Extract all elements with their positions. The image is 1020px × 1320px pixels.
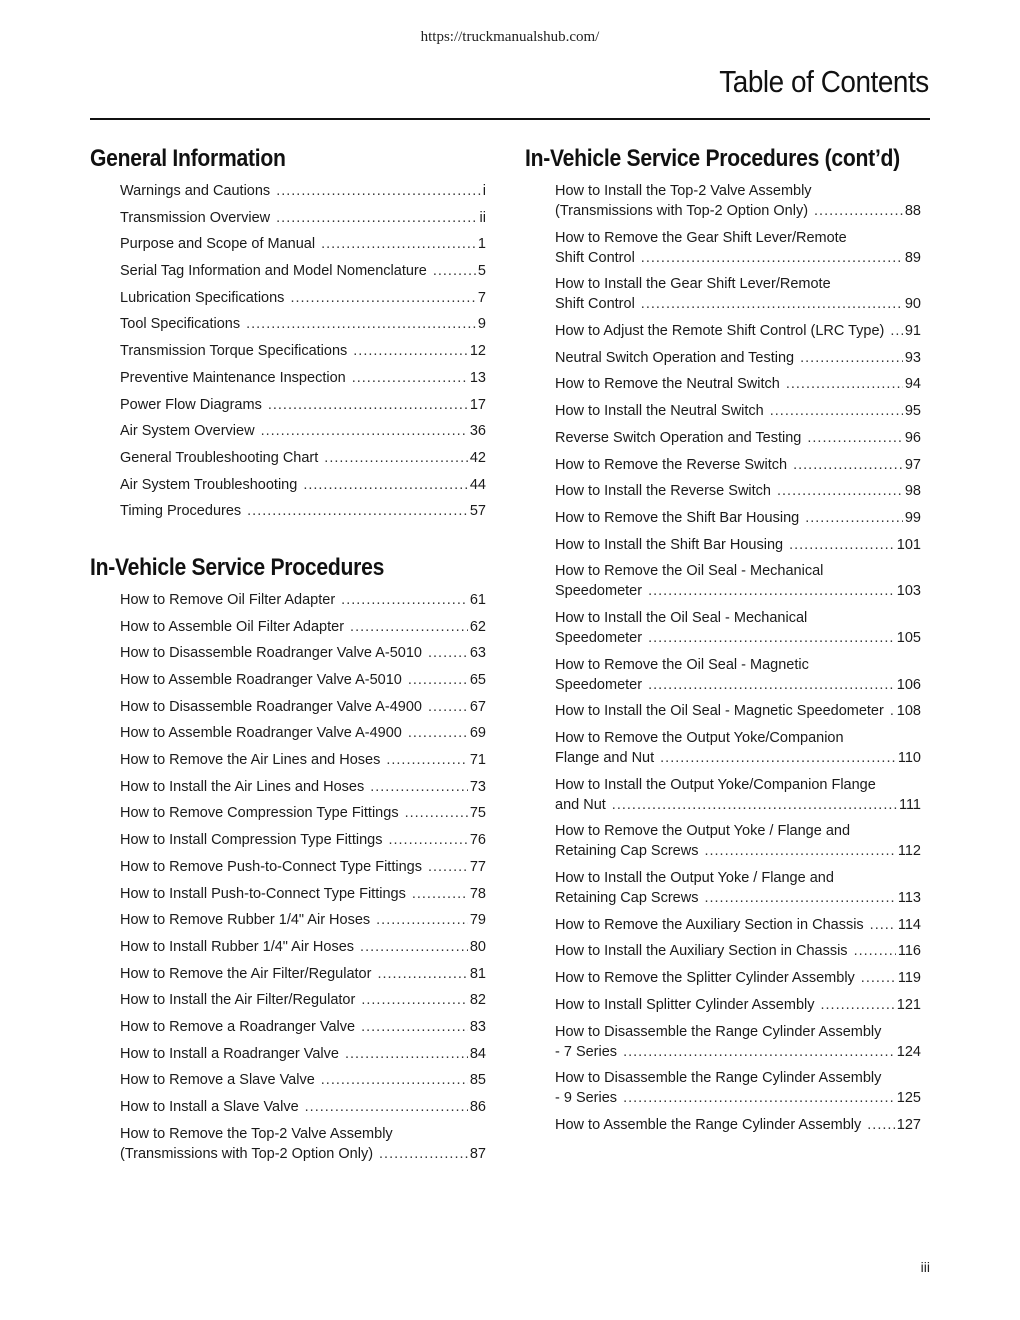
dot-leader [341,590,468,610]
dot-leader [321,1070,468,1090]
toc-entry-page-number: 114 [897,916,921,933]
toc-entry-title-line: How to Remove the Output Yoke / Flange and [555,823,851,840]
toc-entry[interactable] [555,941,921,961]
toc-entry[interactable] [555,481,921,501]
toc-entry-page-number: 105 [896,629,921,646]
toc-entry-page-number: 71 [469,752,486,769]
toc-entry-page-number: 111 [898,796,921,813]
dot-leader [793,455,903,475]
dot-leader [433,261,476,281]
toc-entry-title: How to Install Splitter Cylinder Assembly [555,996,815,1013]
dot-leader [377,964,467,984]
toc-entry-page-number: 89 [904,249,921,266]
dot-leader [276,208,477,228]
toc-entry-page-number: 44 [469,476,486,493]
toc-entry-page-number: 91 [904,323,921,340]
toc-entry-title: How to Install Rubber 1/4" Air Hoses [120,938,355,955]
page-number: iii [920,1259,930,1275]
toc-entry-title: (Transmissions with Top-2 Option Only) [120,1145,374,1162]
dot-leader [246,314,476,334]
dot-leader [324,448,468,468]
toc-entry-title: How to Install Compression Type Fittings [120,832,383,849]
toc-entry-title: How to Install the Air Filter/Regulator [120,992,356,1009]
toc-entry-title: Flange and Nut [555,750,655,766]
toc-entry-page-number: 76 [469,832,486,849]
dot-leader [814,201,903,221]
toc-entry-title-line: How to Install the Top-2 Valve Assembly [555,183,812,199]
dot-leader [350,617,468,637]
toc-entry-title: - 7 Series [555,1043,618,1060]
toc-entry[interactable] [120,181,486,201]
toc-entry-title-line: How to Install the Output Yoke / Flange and [555,870,834,887]
toc-entry-title: How to Remove the Shift Bar Housing [555,509,800,526]
toc-entry-title-line: How to Remove the Oil Seal - Magnetic [555,656,809,673]
toc-entry-page-number: 103 [896,583,921,600]
toc-entry[interactable] [555,701,921,721]
toc-entry-page-number: i [482,183,486,199]
toc-entry[interactable] [120,341,486,361]
toc-entry-title: How to Install a Slave Valve [120,1099,299,1115]
toc-entry-title: General Troubleshooting Chart [120,449,319,466]
dot-leader [648,581,895,601]
dot-leader [408,723,468,743]
toc-entry-page-number: 62 [469,618,486,635]
dot-leader [353,341,468,361]
toc-entry-page-number: 67 [469,698,486,715]
toc-entry-page-number: 7 [477,289,486,306]
toc-entry-title-line: How to Remove the Oil Seal - Mechanical [555,563,824,580]
section-title-general-information: General Information [90,145,286,172]
toc-entry-title: Purpose and Scope of Manual [120,236,316,253]
toc-entry-title: How to Assemble Oil Filter Adapter [120,618,345,635]
dot-leader [890,321,903,341]
toc-entry-page-number: 90 [904,296,921,313]
toc-entry-title: How to Install the Oil Seal - Magnetic Speedometer [555,703,884,720]
toc-entry[interactable] [120,1070,486,1090]
toc-entry-title: Shift Control [555,249,635,266]
dot-leader [770,401,903,421]
dot-leader [345,1044,468,1064]
dot-leader [789,535,895,555]
toc-entry-page-number: 81 [469,965,486,982]
toc-entry[interactable] [555,995,921,1015]
dot-leader [361,990,468,1010]
toc-entry-page-number: 87 [469,1145,486,1162]
toc-entry-title: How to Remove a Slave Valve [120,1072,315,1089]
dot-leader [276,181,481,201]
toc-entry-title: Neutral Switch Operation and Testing [555,349,795,366]
toc-entry[interactable] [120,937,486,957]
dot-leader [370,777,468,797]
toc-entry-page-number: 42 [469,449,486,466]
toc-entry[interactable] [120,314,486,334]
toc-entry[interactable] [555,535,921,555]
toc-entry-page-number: 1 [477,236,486,253]
dot-leader [361,1017,468,1037]
dot-leader [303,475,468,495]
toc-entry[interactable] [555,1068,921,1108]
toc-entry-page-number: 17 [469,396,486,413]
toc-entry-page-number: 73 [469,778,486,795]
toc-entry[interactable] [120,395,486,415]
toc-entry-title: Transmission Overview [120,209,271,226]
toc-entry-title: Warnings and Cautions [120,183,271,199]
toc-entry-page-number: 112 [897,843,921,860]
toc-entry[interactable] [120,777,486,797]
toc-entry-title: How to Disassemble Roadranger Valve A-4900 [120,698,422,715]
toc-entry-title: How to Install the Reverse Switch [555,483,771,500]
toc-entry[interactable] [120,857,486,877]
dot-leader [660,748,896,768]
toc-column-right [525,145,921,1142]
toc-list-in-vehicle-service-procedures-contd [525,181,921,1135]
dot-leader [704,888,895,908]
toc-entry[interactable] [120,1044,486,1064]
toc-entry-page-number: 116 [897,943,921,960]
dot-leader [777,481,903,501]
dot-leader [648,675,895,695]
dot-leader [867,1115,895,1135]
toc-entry-page-number: 98 [904,483,921,500]
toc-entry-title: How to Remove the Air Filter/Regulator [120,965,372,982]
dot-leader [352,368,468,388]
toc-entry-title: How to Install the Auxiliary Section in Chassis [555,943,848,960]
dot-leader [376,910,468,930]
toc-entry-title: How to Remove the Neutral Switch [555,376,780,393]
toc-entry[interactable] [120,448,486,468]
toc-entry-page-number: 121 [896,996,921,1013]
toc-entry[interactable] [120,990,486,1010]
toc-entry-page-number: 75 [469,805,486,822]
toc-entry-page-number: ii [479,209,486,226]
header-divider [90,118,930,120]
toc-entry-page-number: 108 [896,703,921,720]
toc-entry-title: How to Remove Compression Type Fittings [120,805,399,822]
toc-entry-page-number: 93 [904,349,921,366]
toc-entry-title: - 9 Series [555,1090,618,1107]
toc-entry-page-number: 99 [904,509,921,526]
toc-entry-page-number: 86 [469,1099,486,1115]
toc-entry[interactable] [120,723,486,743]
toc-entry[interactable] [555,1022,921,1062]
toc-entry-page-number: 127 [896,1116,921,1133]
toc-entry[interactable] [120,421,486,441]
toc-entry-title-line: How to Remove the Top-2 Valve Assembly [120,1125,393,1142]
toc-entry-page-number: 84 [469,1045,486,1062]
toc-entry-title: How to Remove a Roadranger Valve [120,1018,356,1035]
toc-entry-title: How to Install the Shift Bar Housing [555,536,784,553]
toc-entry-page-number: 13 [469,369,486,386]
toc-entry-page-number: 80 [469,938,486,955]
dot-leader [379,1144,468,1164]
toc-entry-page-number: 119 [897,970,921,987]
toc-entry-title: How to Assemble the Range Cylinder Assembly [555,1116,862,1133]
dot-leader [405,803,468,823]
toc-entry-title: Air System Overview [120,423,255,440]
toc-entry[interactable] [555,228,921,268]
toc-entry-title-line: How to Disassemble the Range Cylinder Assembly [555,1023,882,1040]
toc-entry[interactable] [120,1124,486,1164]
dot-leader [870,915,896,935]
dot-leader [386,750,468,770]
toc-entry[interactable] [555,968,921,988]
toc-entry[interactable] [120,803,486,823]
dot-leader [641,248,903,268]
dot-leader [704,841,895,861]
toc-entry[interactable] [555,821,921,861]
toc-entry-title: How to Disassemble Roadranger Valve A-5010 [120,645,422,662]
dot-leader [623,1042,895,1062]
toc-entry[interactable] [120,670,486,690]
dot-leader [623,1088,895,1108]
toc-entry-title: How to Assemble Roadranger Valve A-5010 [120,672,402,688]
toc-entry[interactable] [120,261,486,281]
section-title-in-vehicle-service-procedures-contd: In-Vehicle Service Procedures (cont’d) [525,145,900,172]
toc-entry-title: Speedometer [555,629,643,646]
toc-entry[interactable] [555,321,921,341]
toc-entry-page-number: 57 [469,503,486,520]
toc-entry-title: Shift Control [555,296,635,313]
toc-entry-title-line: How to Remove the Output Yoke/Companion [555,730,844,746]
dot-leader [428,857,468,877]
dot-leader [261,421,468,441]
toc-entry-title: How to Remove Oil Filter Adapter [120,591,336,608]
dot-leader [247,501,468,521]
toc-entry-page-number: 113 [897,890,921,907]
dot-leader [861,968,896,988]
toc-entry[interactable] [120,964,486,984]
toc-entry-title: How to Remove the Splitter Cylinder Assembly [555,970,855,987]
toc-entry-page-number: 83 [469,1018,486,1035]
toc-entry-page-number: 77 [469,858,486,875]
toc-entry-title: Retaining Cap Screws [555,843,699,860]
toc-entry[interactable] [120,910,486,930]
toc-entry[interactable] [555,655,921,695]
toc-entry-title-line: How to Remove the Gear Shift Lever/Remote [555,229,847,246]
section-title-in-vehicle-service-procedures: In-Vehicle Service Procedures [90,553,385,581]
toc-entry[interactable] [120,750,486,770]
toc-entry-title-line: How to Disassemble the Range Cylinder Assembly [555,1070,882,1087]
dot-leader [890,701,895,721]
toc-entry[interactable] [555,508,921,528]
toc-entry[interactable] [555,455,921,475]
toc-entry-title: How to Remove Push-to-Connect Type Fittings [120,858,422,875]
toc-entry-title: How to Install the Neutral Switch [555,403,764,420]
toc-entry-page-number: 79 [469,912,486,929]
dot-leader [428,643,468,663]
dot-leader [854,941,896,961]
toc-entry-page-number: 5 [477,263,486,280]
toc-entry[interactable] [555,915,921,935]
toc-entry[interactable] [555,868,921,908]
toc-entry-page-number: 82 [469,992,486,1009]
toc-entry-title: How to Remove the Air Lines and Hoses [120,752,381,769]
toc-entry[interactable] [555,775,921,815]
toc-entry[interactable] [555,608,921,648]
toc-entry-page-number: 110 [897,750,921,766]
toc-entry-page-number: 106 [896,676,921,693]
toc-entry[interactable] [120,1017,486,1037]
toc-entry-title: How to Remove the Reverse Switch [555,456,788,473]
toc-entry-title: Speedometer [555,676,643,693]
toc-entry-title: How to Adjust the Remote Shift Control (LRC Type) [555,323,885,340]
toc-entry[interactable] [555,1115,921,1135]
toc-entry-title-line: How to Install the Oil Seal - Mechanical [555,609,808,626]
toc-entry-title: How to Install a Roadranger Valve [120,1045,339,1062]
dot-leader [612,795,897,815]
dot-leader [641,294,903,314]
toc-entry[interactable] [555,274,921,314]
toc-entry-page-number: 65 [469,672,486,688]
toc-entry-page-number: 95 [904,403,921,420]
toc-entry-page-number: 61 [469,591,486,608]
toc-entry[interactable] [120,643,486,663]
toc-entry-page-number: 69 [469,725,486,742]
dot-leader [321,234,476,254]
dot-leader [648,628,895,648]
dot-leader [360,937,468,957]
dot-leader [290,288,475,308]
toc-list-in-vehicle-service-procedures [90,590,486,1164]
toc-entry-title: and Nut [555,796,606,813]
toc-entry-title: How to Install the Air Lines and Hoses [120,778,365,795]
toc-entry[interactable] [120,368,486,388]
toc-entry[interactable] [555,401,921,421]
toc-entry-title: Timing Procedures [120,503,242,520]
toc-entry-page-number: 125 [896,1090,921,1107]
toc-entry-page-number: 85 [469,1072,486,1089]
toc-entry[interactable] [555,181,921,221]
toc-entry-title: Reverse Switch Operation and Testing [555,429,802,446]
toc-entry[interactable] [120,475,486,495]
toc-entry-page-number: 63 [469,645,486,662]
toc-entry-title: Power Flow Diagrams [120,396,262,413]
toc-column-left [90,145,486,1170]
toc-entry[interactable] [120,208,486,228]
dot-leader [428,697,468,717]
toc-entry[interactable] [120,590,486,610]
dot-leader [412,884,468,904]
toc-entry[interactable] [120,697,486,717]
source-url[interactable]: https://truckmanualshub.com/ [420,29,600,45]
toc-entry-page-number: 124 [896,1043,921,1060]
dot-leader [805,508,903,528]
toc-entry-title: How to Install Push-to-Connect Type Fittings [120,885,406,902]
toc-entry-page-number: 12 [469,343,486,360]
toc-entry-title: Serial Tag Information and Model Nomenclature [120,263,427,280]
toc-entry-page-number: 101 [896,536,921,553]
toc-entry-page-number: 9 [477,316,486,333]
toc-entry[interactable] [555,374,921,394]
toc-entry-page-number: 88 [904,203,921,219]
toc-entry[interactable] [120,288,486,308]
toc-entry-title: Air System Troubleshooting [120,476,298,493]
toc-entry-title: How to Remove the Auxiliary Section in Chassis [555,916,864,933]
toc-entry[interactable] [120,830,486,850]
toc-entry[interactable] [120,234,486,254]
toc-entry-page-number: 78 [469,885,486,902]
toc-entry-page-number: 96 [904,429,921,446]
toc-entry-title: Speedometer [555,583,643,600]
toc-entry-title-line: How to Install the Output Yoke/Companion Flange [555,776,876,793]
toc-entry[interactable] [120,617,486,637]
dot-leader [388,830,467,850]
dot-leader [408,670,468,690]
toc-entry[interactable] [120,884,486,904]
dot-leader [800,348,903,368]
toc-entry-title: Transmission Torque Specifications [120,343,348,360]
dot-leader [305,1097,468,1117]
toc-entry-title: Retaining Cap Screws [555,890,699,907]
toc-entry[interactable] [555,728,921,768]
toc-entry-title: (Transmissions with Top-2 Option Only) [555,203,809,219]
toc-entry-title: Tool Specifications [120,316,241,333]
dot-leader [268,395,468,415]
toc-entry-page-number: 36 [469,423,486,440]
toc-entry-title: How to Remove Rubber 1/4" Air Hoses [120,912,371,929]
toc-entry[interactable] [120,1097,486,1117]
toc-entry-title: Preventive Maintenance Inspection [120,369,346,386]
toc-list-general-information [90,181,486,521]
dot-leader [786,374,903,394]
toc-entry[interactable] [555,561,921,601]
toc-entry-title-line: How to Install the Gear Shift Lever/Remote [555,276,831,293]
toc-entry[interactable] [120,501,486,521]
toc-entry-page-number: 97 [904,456,921,473]
toc-entry-page-number: 94 [904,376,921,393]
toc-entry[interactable] [555,428,921,448]
toc-entry[interactable] [555,348,921,368]
toc-entry-title: How to Assemble Roadranger Valve A-4900 [120,725,402,742]
dot-leader [807,428,902,448]
toc-entry-title: Lubrication Specifications [120,289,285,306]
dot-leader [821,995,895,1015]
page-title: Table of Contents [719,64,929,99]
